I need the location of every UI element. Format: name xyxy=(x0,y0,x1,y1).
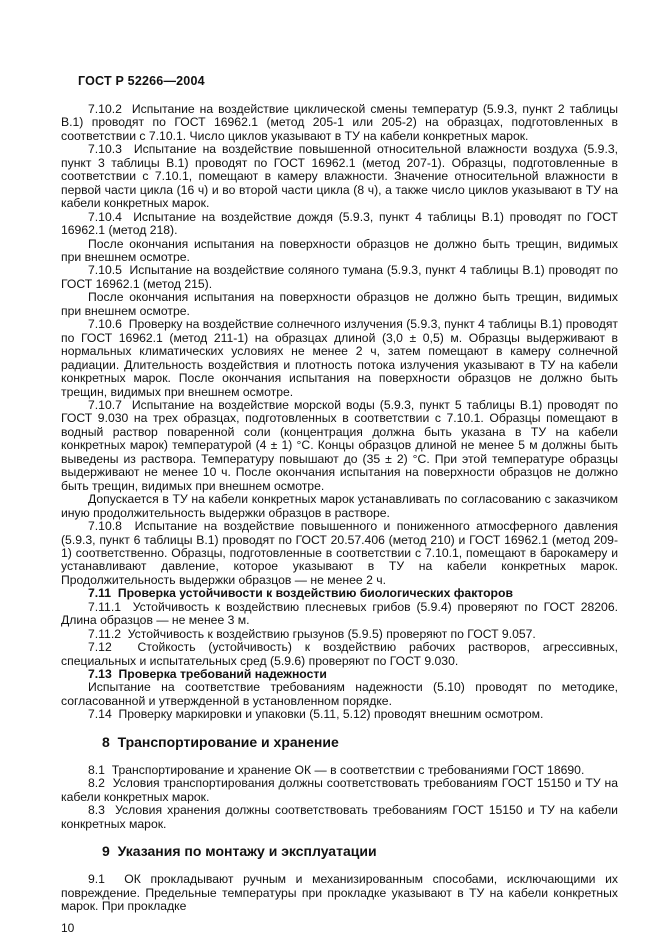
clause-7-10-6: 7.10.6 Проверку на воздействие солнечного излучения (5.9.3, пункт 4 таблицы В.1) проводят по ГОСТ 16962.1 (метод 211-1) на образцах длиной (3,0 ± 0,5) м. Образцы выдерживают в нормальных климатических условиях не менее 2 ч, затем помещают в камеру солнечной радиации. Длительность воздействия и плотность потока излучения указывают в ТУ на кабели конкретных марок. После окончания испытания на поверхности образцов не должно быть трещин, видимых при внешнем осмотре. xyxy=(61,317,618,399)
note-after-7-10-7: Допускается в ТУ на кабели конкретных марок устанавливать по согласованию с заказчиком иную продолжительность выдержки образцов в растворе. xyxy=(61,492,618,520)
section-heading-9: 9 Указания по монтажу и эксплуатации xyxy=(102,843,377,860)
note-after-7-13: Испытание на соответствие требованиям надежности (5.10) проводят по методике, согласованной и утвержденной в установленном порядке. xyxy=(61,680,618,708)
page-number: 10 xyxy=(61,921,75,936)
clause-7-10-4: 7.10.4 Испытание на воздействие дождя (5.9.3, пункт 4 таблицы В.1) проводят по ГОСТ 16962.1 (метод 218). xyxy=(61,209,618,238)
subheading-7-13: 7.13 Проверка требований надежности xyxy=(88,667,327,682)
clause-8-2: 8.2 Условия транспортирования должны соответствовать требованиям ГОСТ 15150 и ТУ на кабели конкретных марок. xyxy=(61,776,618,804)
clause-9-1: 9.1 ОК прокладывают ручным и механизированным способами, исключающими их повреждение. Предельные температуры при прокладке указывают в ТУ на кабели конкретных марок. При прокладке xyxy=(61,872,618,914)
clause-8-1: 8.1 Транспортирование и хранение ОК — в соответствии с требованиями ГОСТ 18690. xyxy=(88,762,585,777)
clause-8-3: 8.3 Условия хранения должны соответствовать требованиям ГОСТ 15150 и ТУ на кабели конкретных марок. xyxy=(61,803,618,831)
clause-7-12: 7.12 Стойкость (устойчивость) к воздействию рабочих растворов, агрессивных, специальных и испытательных сред (5.9.6) проверяют по ГОСТ 9.030. xyxy=(61,640,618,668)
note-after-7-10-5: После окончания испытания на поверхности образцов не должно быть трещин, видимых при внешнем осмотре. xyxy=(61,290,618,318)
clause-7-14: 7.14 Проверку маркировки и упаковки (5.11, 5.12) проводят внешним осмотром. xyxy=(88,707,544,722)
clause-7-10-2: 7.10.2 Испытание на воздействие циклической смены температур (5.9.3, пункт 2 таблицы В.1) проводят по ГОСТ 16962.1 (метод 205-1 или 205-2) на образцах, подготовленных в соответствии с 7.10.1. Число циклов указывают в ТУ на кабели конкретных марок. xyxy=(61,102,618,143)
clause-7-11-1: 7.11.1 Устойчивость к воздействию плесневых грибов (5.9.4) проверяют по ГОСТ 28206. Длина образцов — не менее 3 м. xyxy=(61,599,618,628)
clause-7-10-3: 7.10.3 Испытание на воздействие повышенной относительной влажности воздуха (5.9.3, пункт 3 таблицы В.1) проводят по ГОСТ 16962.1 (метод 207-1). Образцы, подготовленные в соответствии с 7.10.1, помещают в камеру влажности. Значение относительной влажности в первой части цикла (16 ч) и во второй части цикла (8 ч), а также число циклов указывают в ТУ на кабели конкретных марок. xyxy=(61,142,618,211)
clause-7-10-7: 7.10.7 Испытание на воздействие морской воды (5.9.3, пункт 5 таблицы В.1) проводят по ГОСТ 9.030 на трех образцах, подготовленных в соответствии с 7.10.1. Образцы помещают в водный раствор поваренной соли (концентрация должна быть указана в ТУ на кабели конкретных марок) температурой (4 ± 1) °С. Концы образцов длиной не менее 5 м должны быть выведены из раствора. Температуру повышают до (35 ± 2) °С. При этой температуре образцы выдерживают не менее 10 ч. После окончания испытания на поверхности образцов не должно быть трещин, видимых при внешнем осмотре. xyxy=(61,397,618,493)
note-after-7-10-4: После окончания испытания на поверхности образцов не должно быть трещин, видимых при внешнем осмотре. xyxy=(61,236,618,264)
document-body xyxy=(61,103,618,913)
section-heading-8: 8 Транспортирование и хранение xyxy=(102,733,339,750)
running-header: ГОСТ Р 52266—2004 xyxy=(78,74,205,88)
clause-7-10-8: 7.10.8 Испытание на воздействие повышенного и пониженного атмосферного давления (5.9.3, пункт 6 таблицы В.1) проводят по ГОСТ 20.57.406 (метод 210) и ГОСТ 16962.1 (метод 209-1) соответственно. Образцы, подготовленные в соответствии с 7.10.1, помещают в барокамеру и устанавливают давление, которое указывают в ТУ на кабели конкретных марок. Продолжительность выдержки образцов — не менее 2 ч. xyxy=(61,519,618,587)
clause-7-11-2: 7.11.2 Устойчивость к воздействию грызунов (5.9.5) проверяют по ГОСТ 9.057. xyxy=(88,626,536,641)
subheading-7-11: 7.11 Проверка устойчивости к воздействию биологических факторов xyxy=(88,586,513,601)
clause-7-10-5: 7.10.5 Испытание на воздействие соляного тумана (5.9.3, пункт 4 таблицы В.1) проводят по ГОСТ 16962.1 (метод 215). xyxy=(61,263,618,291)
